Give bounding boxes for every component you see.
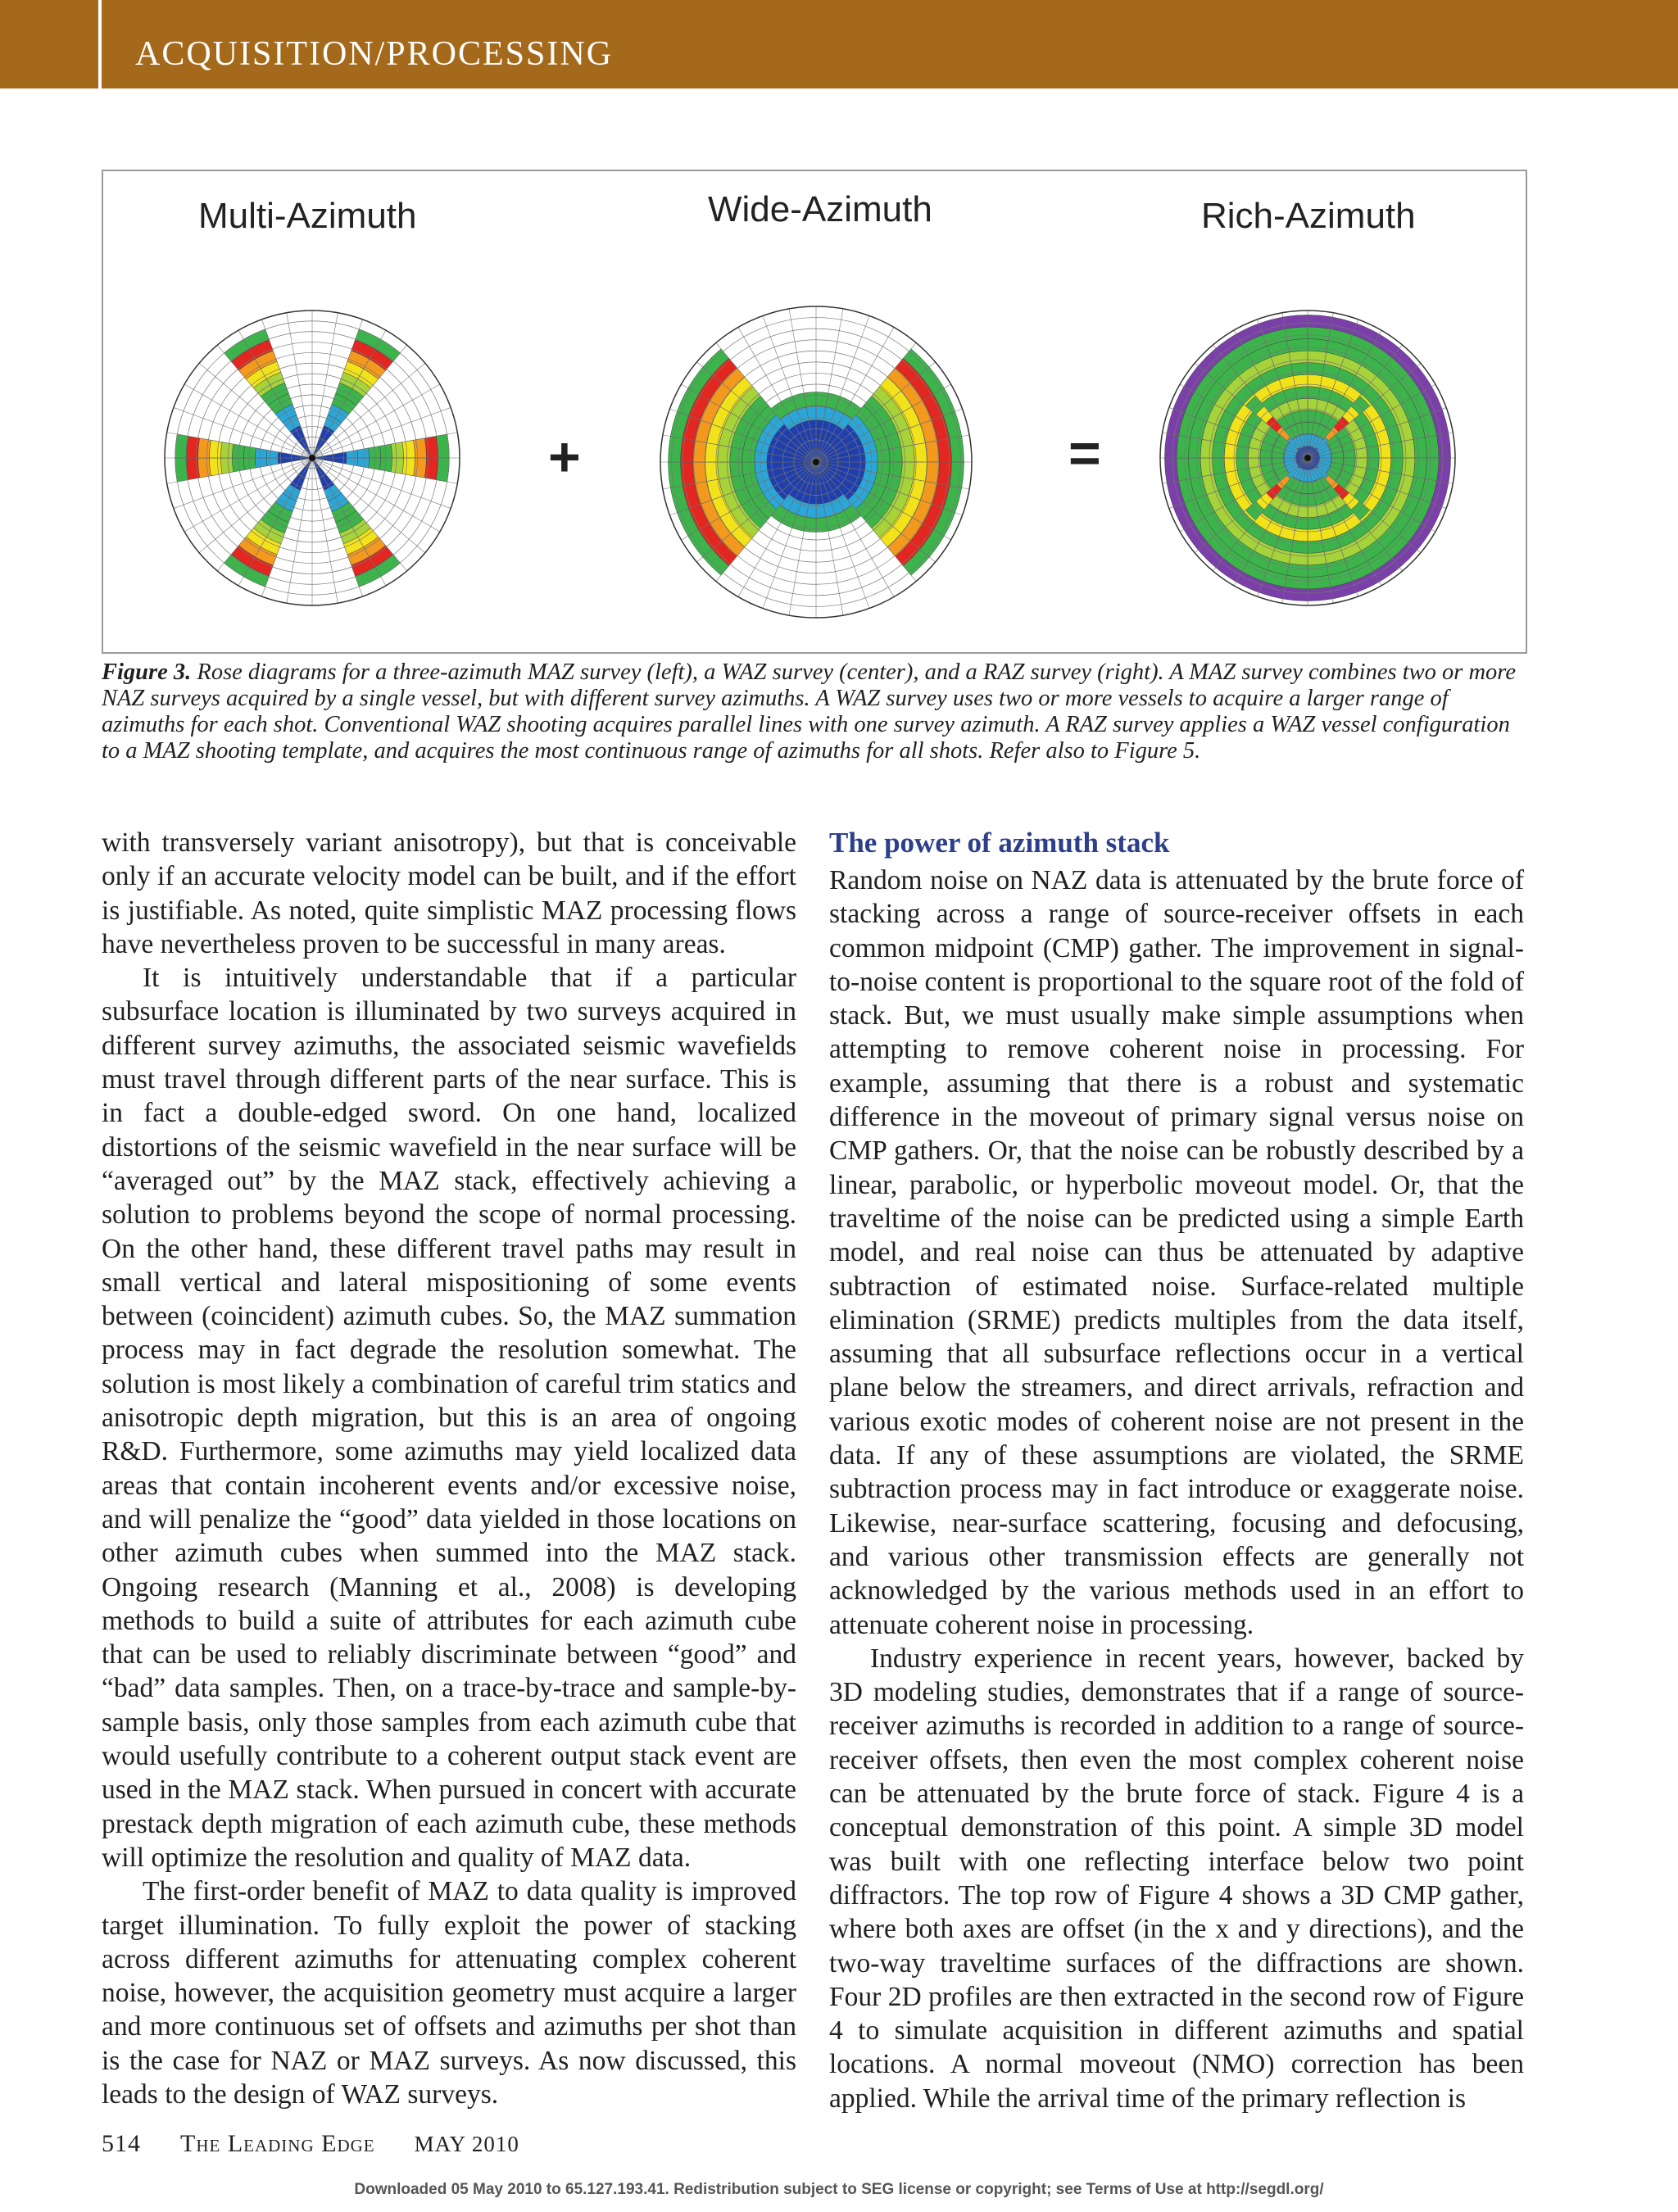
caption-text: Rose diagrams for a three-azimuth MAZ survey (left), a WAZ survey (center), and a RAZ survey (right). A MAZ survey combines two or more NAZ surveys acquired by a single vessel, but with different survey azimuths. A WAZ survey uses two or more vessels to acquire a larger range of azimuths for each shot. Conventional WAZ shooting acquires parallel lines with one survey azimuth. A RAZ survey applies a WAZ vessel configuration to a MAZ shooting template, and acquires the most continuous range of azimuths for all shots. Refer also to Figure 5. [102,660,1516,764]
left-column [102,826,796,2111]
page-number: 514 [102,2130,141,2157]
rose-diagram-maz [148,294,476,622]
panel-title-rich-azimuth: Rich-Azimuth [1201,196,1416,236]
paragraph: Industry experience in recent years, however, backed by 3D modeling studies, demonstrates that if a range of source-receiver azimuths is recorded in addition to a range of source-receiver offsets, then even the most complex coherent noise can be attenuated by the brute force of stack. Figure 4 is a conceptual demonstration of this point. A simple 3D model was built with one reflecting interface below two point diffractors. The top row of Figure 4 shows a 3D CMP gather, where both axes are offset (in the x and y directions), and the two-way traveltime surfaces of the diffractions are shown. Four 2D profiles are then extracted in the second row of Figure 4 to simulate acquisition in different azimuths and spatial locations. A normal moveout (NMO) correction has been applied. While the arrival time of the primary reflection is [829,1643,1524,2114]
page-footer [102,2130,559,2158]
journal-name: The Leading Edge [180,2130,375,2157]
plus-operator: + [548,426,581,488]
rose-diagram-raz [1144,294,1472,622]
section-heading: The power of azimuth stack [829,827,1170,859]
figure-3 [102,170,1527,654]
header-rule [98,0,102,88]
paragraph: It is intuitively understandable that if a particular subsurface location is illuminated by two surveys acquired in different survey azimuths, the associated seismic wavefields must travel through different parts of the near surface. This is in fact a double-edged sword. On one hand, localized distortions of the seismic wavefield in the near surface will be “averaged out” by the MAZ stack, effectively achieving a solution to problems beyond the scope of normal processing. On the other hand, these different travel paths may result in small vertical and lateral mispositioning of some events between (coincident) azimuth cubes. So, the MAZ summation process may in fact degrade the resolution somewhat. The solution is most likely a combination of careful trim statics and anisotropic depth migration, but this is an area of ongoing R&D. Furthermore, some azimuths may yield localized data areas that contain incoherent events and/or excessive noise, and will penalize the “good” data yielded in those locations on other azimuth cubes when summed into the MAZ stack. Ongoing research (Manning et al., 2008) is developing methods to build a suite of attributes for each azimuth cube that can be used to reliably discriminate between “good” and “bad” data samples. Then, on a trace-by-trace and sample-by-sample basis, only those samples from each azimuth cube that would usefully contribute to a coherent output stack event are used in the MAZ stack. When pursued in concert with accurate prestack depth migration of each azimuth cube, these methods will optimize the resolution and quality of MAZ data. [102,963,796,1873]
panel-title-wide-azimuth: Wide-Azimuth [708,189,932,229]
rose-diagram-waz [648,294,984,630]
paragraph: Random noise on NAZ data is attenuated by the brute force of stacking across a range of source-receiver offsets in each common midpoint (CMP) gather. The improvement in signal-to-noise content is proportional to the square root of the fold of stack. But, we must usually make simple assumptions when attempting to remove coherent noise in processing. For example, assuming that there is a robust and systematic difference in the moveout of primary signal versus noise on CMP gathers. Or, that the noise can be robustly described by a linear, parabolic, or hyperbolic moveout model. Or, that the traveltime of the noise can be predicted using a simple Earth model, and real noise can thus be attenuated by adaptive subtraction of estimated noise. Surface-related multiple elimination (SRME) predicts multiples from the data itself, assuming that all subsurface reflections occur in a vertical plane below the streamers, and direct arrivals, refraction and various exotic modes of coherent noise are not present in the data. If any of these assumptions are violated, the SRME subtraction process may in fact introduce or exaggerate noise. Likewise, near-surface scattering, focusing and defocusing, and various other transmission effects are generally not acknowledged by the various methods used in an effort to attenuate coherent noise in processing. [829,865,1524,1640]
panel-title-multi-azimuth: Multi-Azimuth [198,196,417,236]
figure-caption [102,660,1524,764]
right-column [829,826,1524,2115]
download-notice: Downloaded 05 May 2010 to 65.127.193.41. Redistribution subject to SEG license or copyright; see Terms of Use at http://segdl.org/ [354,2181,1324,2198]
issue-date: MAY 2010 [414,2132,519,2156]
paragraph: The first-order benefit of MAZ to data quality is improved target illumination. To fully exploit the power of stacking across different azimuths for attenuating complex coherent noise, however, the acquisition geometry must acquire a larger and more continuous set of offsets and azimuths per shot than is the case for NAZ or MAZ surveys. As now discussed, this leads to the design of WAZ surveys. [102,1876,796,2110]
caption-label: Figure 3. [102,660,192,685]
paragraph: with transversely variant anisotropy), but that is conceivable only if an accurate velocity model can be built, and if the effort is justifiable. As noted, quite simplistic MAZ processing flows have nevertheless proven to be successful in many areas. [102,827,796,959]
section-title: ACQUISITION/PROCESSING [135,35,614,73]
equals-operator: = [1068,422,1101,484]
